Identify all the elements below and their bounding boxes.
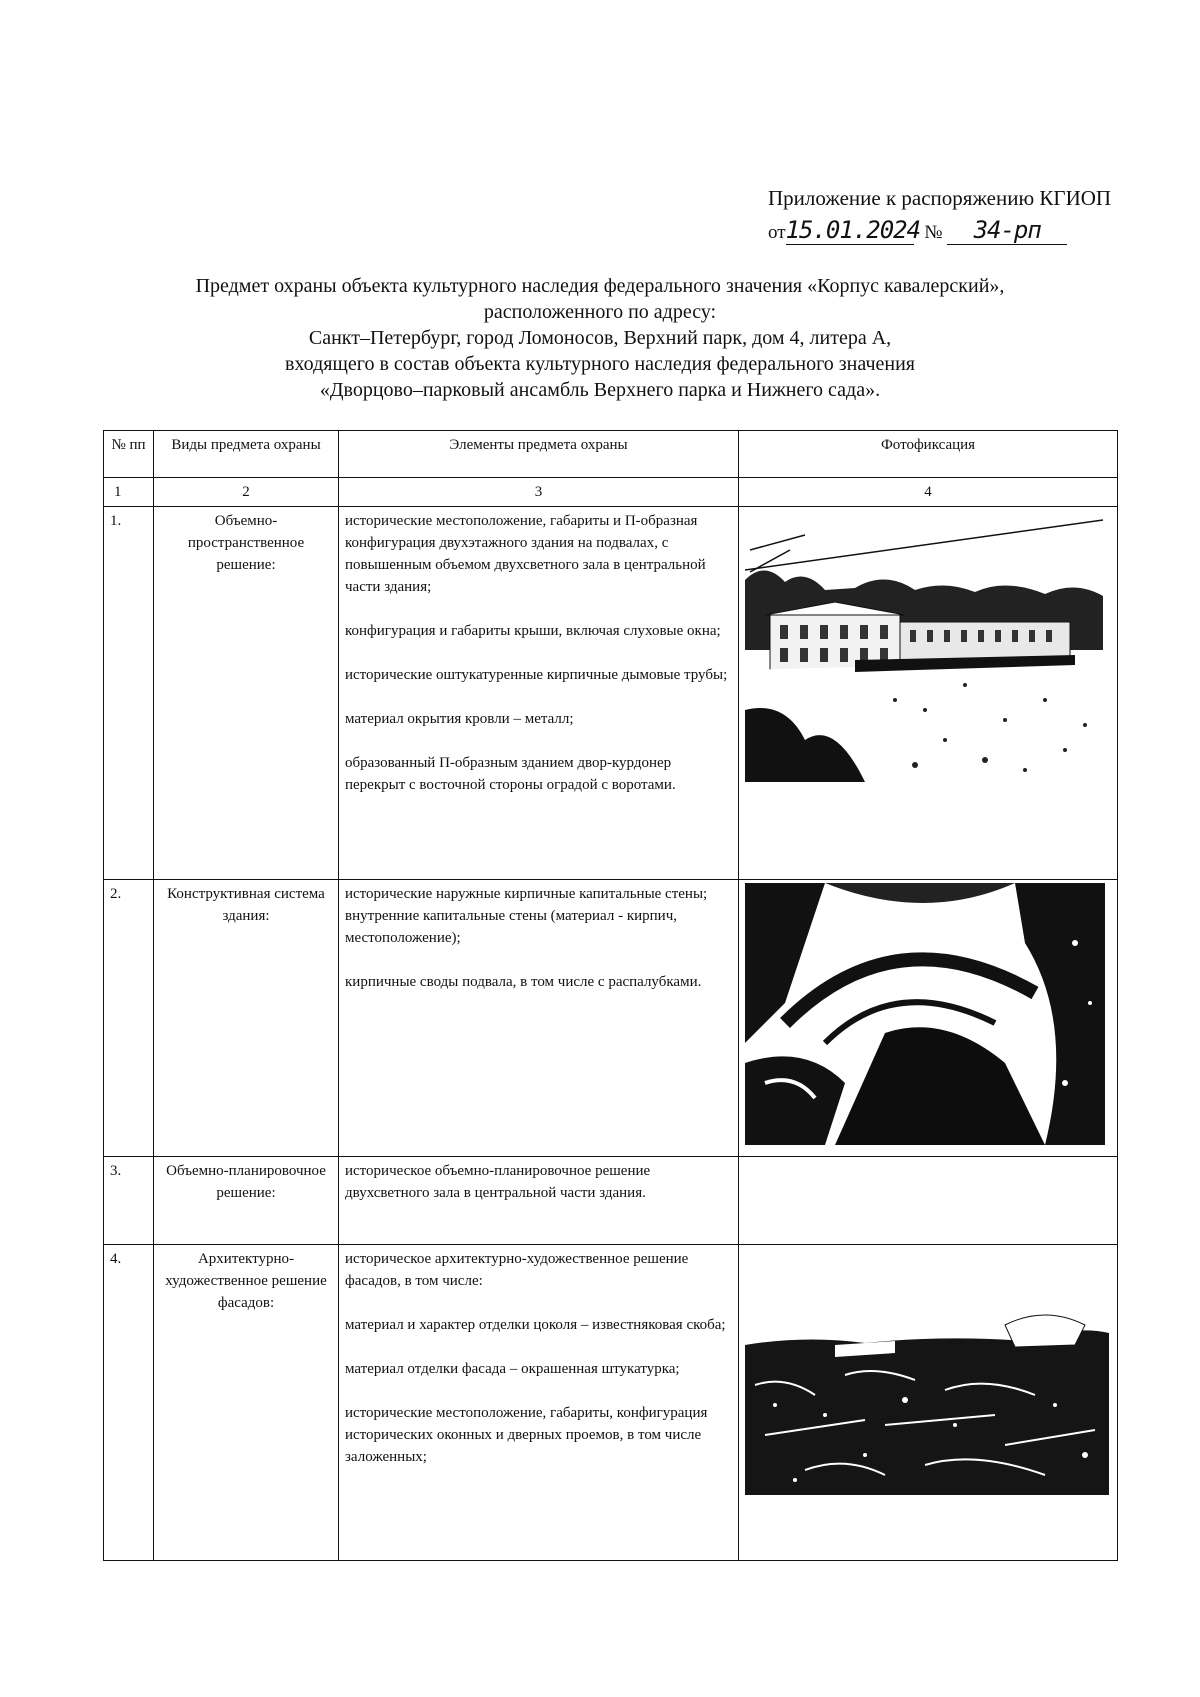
row-number: 2. [104, 880, 154, 1157]
row-kind: Архитектурно-художественное решение фасадов: [154, 1245, 339, 1561]
number-prefix: № [924, 222, 943, 243]
heading-line-4: входящего в состав объекта культурного наследия федерального значения [285, 353, 915, 375]
element-item: образованный П-образным зданием двор-курдонер перекрыт с восточной стороны оградой с воротами. [345, 755, 676, 793]
date-prefix: от [768, 222, 786, 243]
header-number: № пп [104, 431, 154, 478]
row-number: 1. [104, 507, 154, 880]
column-number: 1 [104, 478, 154, 507]
row-elements [339, 507, 739, 880]
annex-date: 15.01.2024 [785, 216, 921, 244]
heading-line-3: Санкт–Петербург, город Ломоносов, Верхний парк, дом 4, литера А, [308, 327, 892, 349]
heading-line-5: «Дворцово–парковый ансамбль Верхнего парка и Нижнего сада». [319, 379, 881, 401]
protection-subject-table [103, 430, 1118, 1561]
element-item: материал окрытия кровли – металл; [345, 711, 574, 727]
column-number: 3 [339, 478, 739, 507]
row-number: 3. [104, 1157, 154, 1245]
row-kind: Объемно-пространственное решение: [154, 507, 339, 880]
photo-basement-vaults [745, 883, 1105, 1145]
photo-facade-ruins [745, 1305, 1109, 1495]
annex-number: 34-рп [947, 216, 1067, 245]
table-row [104, 507, 1118, 880]
element-item: исторические местоположение, габариты и П-образная конфигурация двухэтажного здания на подвалах, с повышенным объемом двухсветного зала в центральной части здания; [345, 513, 706, 595]
heading-line-2: расположенного по адресу: [483, 301, 717, 323]
row-number: 4. [104, 1245, 154, 1561]
element-item: исторические оштукатуренные кирпичные дымовые трубы; [345, 667, 728, 683]
column-number-row [104, 478, 1118, 507]
annex-title: Приложение к распоряжению КГИОП [768, 186, 1112, 210]
element-item: конфигурация и габариты крыши, включая слуховые окна; [345, 623, 721, 639]
element-item: историческое объемно-планировочное решение двухсветного зала в центральной части здания. [345, 1163, 651, 1201]
table-header-row [104, 431, 1118, 478]
row-elements [339, 880, 739, 1157]
element-item: историческое архитектурно-художественное решение фасадов, в том числе: [345, 1251, 689, 1289]
annex-date-number-line [768, 216, 1067, 245]
header-elements: Элементы предмета охраны [339, 431, 739, 478]
column-number: 2 [154, 478, 339, 507]
document-heading [100, 273, 1100, 403]
element-item: исторические наружные кирпичные капитальные стены; внутренние капитальные стены (материал - кирпич, местоположение); [345, 886, 708, 946]
row-photo-cell [739, 1245, 1118, 1561]
element-item: материал и характер отделки цоколя – известняковая скоба; [345, 1317, 726, 1333]
row-photo-cell [739, 1157, 1118, 1245]
row-kind: Конструктивная система здания: [154, 880, 339, 1157]
table-row [104, 1245, 1118, 1561]
table-row [104, 1157, 1118, 1245]
element-item: материал отделки фасада – окрашенная штукатурка; [345, 1361, 680, 1377]
photo-building-facade [745, 510, 1103, 782]
table-row [104, 880, 1118, 1157]
row-photo-cell [739, 880, 1118, 1157]
heading-line-1: Предмет охраны объекта культурного наследия федерального значения «Корпус кавалерский», [195, 275, 1005, 297]
element-item: кирпичные своды подвала, в том числе с распалубками. [345, 974, 702, 990]
header-kind: Виды предмета охраны [154, 431, 339, 478]
row-photo-cell [739, 507, 1118, 880]
row-elements [339, 1245, 739, 1561]
row-kind: Объемно-планировочное решение: [154, 1157, 339, 1245]
column-number: 4 [739, 478, 1118, 507]
element-item: исторические местоположение, габариты, конфигурация исторических оконных и дверных проемов, в том числе заложенных; [345, 1405, 708, 1465]
header-photo: Фотофиксация [739, 431, 1118, 478]
row-elements [339, 1157, 739, 1245]
